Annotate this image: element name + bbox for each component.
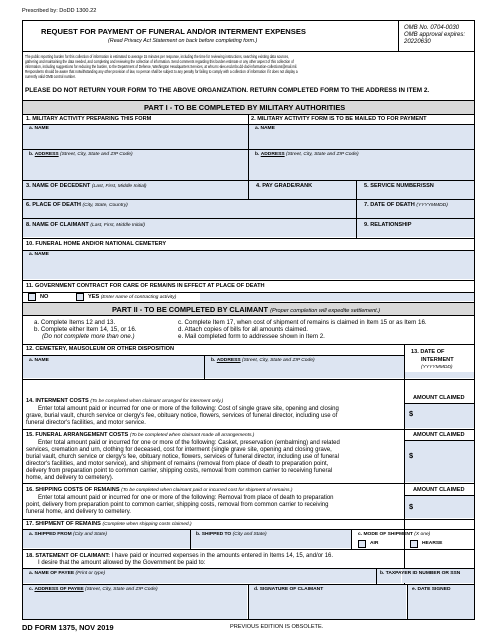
instruction-b: b. Complete either Item 14, 15, or 16. [34, 326, 137, 333]
item-5-label: 5. SERVICE NUMBER/SSN [364, 183, 434, 189]
item-11-yes-label: YES (Enter name of contracting activity) [88, 294, 177, 300]
item-15-amount-field[interactable] [405, 441, 474, 482]
item-13-label-3: (YYYYMMDD) [421, 365, 453, 370]
item-18b-label: b. TAXPAYER ID NUMBER OR SSN [380, 571, 461, 576]
item-13-label-1: 13. DATE OF [411, 349, 445, 355]
item-16-amount-label: AMOUNT CLAIMED [413, 487, 465, 493]
item-14-amount-field[interactable] [405, 404, 474, 428]
item-15-label: 15. FUNERAL ARRANGEMENT COSTS (To be completed when claimant made all arrangements.) [26, 432, 255, 438]
item-15-dollar: $ [409, 451, 414, 460]
item-14-label: 14. INTERMENT COSTS (To be completed when claimant arranged for interment only.) [26, 398, 224, 404]
item-15-amount-label: AMOUNT CLAIMED [413, 432, 465, 438]
item-6-label: 6. PLACE OF DEATH (City, State, Country) [26, 202, 128, 208]
item-8-label: 8. NAME OF CLAIMANT (Last, First, Middle Initial) [26, 222, 145, 228]
item-17c-hearse-label: HEARSE [422, 541, 443, 546]
instruction-e: e. Mail completed form to addressee shown in Item 2. [178, 333, 325, 340]
return-notice: PLEASE DO NOT RETURN YOUR FORM TO THE ABOVE ORGANIZATION. RETURN COMPLETED FORM TO THE ADDRESS IN ITEM 2. [25, 87, 430, 94]
item-16-label: 16. SHIPPING COSTS OF REMAINS (To be completed when claimant paid or incurred cost for shipment of remains.) [26, 487, 293, 493]
item-12a-name-field[interactable] [23, 356, 204, 378]
item-9-label: 9. RELATIONSHIP [364, 222, 412, 228]
item-16-text-2: point, delivery from preparation point to common carrier, shipping costs, removal from common carrier to receiving [26, 502, 329, 508]
item-1a-label: a. NAME [29, 126, 49, 131]
item-10-label: 10. FUNERAL HOME AND/OR NATIONAL CEMETERY [26, 241, 167, 247]
item-7-label: 7. DATE OF DEATH (YYYYMMDD) [364, 202, 448, 208]
item-13-label-2: INTERMENT [421, 357, 454, 363]
item-11-no-label: NO [40, 294, 49, 300]
item-10-name-field[interactable] [23, 251, 474, 279]
item-15-text-4: director's facilities, and motor service), and shipment of remains (removal from place of death to preparation point, [26, 461, 329, 467]
item-17-label: 17. SHIPMENT OF REMAINS (Complete when shipping costs claimed.) [26, 521, 192, 527]
item-18d-label: d. SIGNATURE OF CLAIMANT [254, 587, 324, 592]
item-16-amount-field[interactable] [405, 496, 474, 518]
burden-line-1: The public reporting burden for this collection of information is estimated to average 15 minutes per response, including the time for reviewing instructions, searching existing data sources, [25, 54, 289, 59]
item-13-date-field[interactable] [405, 372, 474, 378]
item-10a-label: a. NAME [29, 252, 49, 257]
item-12a-label: a. NAME [29, 358, 49, 363]
item-14-text-1: Enter total amount paid or incurred for one or more of the following: Cost of single grave site, opening and closing [38, 406, 339, 412]
previous-edition-note: PREVIOUS EDITION IS OBSOLETE. [230, 624, 324, 630]
omb-expiration-label: OMB approval expires: [404, 32, 466, 38]
instruction-b-note: (Do not complete more than one.) [42, 333, 135, 340]
item-16-text-1: Enter total amount paid or incurred for one or more of the following: Removal from place of death to preparation [38, 495, 334, 501]
privacy-note: (Read Privacy Act Statement on back before completing form.) [108, 38, 258, 44]
item-2a-label: a. NAME [255, 126, 275, 131]
item-17c-hearse-checkbox[interactable] [410, 540, 418, 548]
omb-number: OMB No. 0704-0030 [404, 25, 460, 31]
item-14-amount-label: AMOUNT CLAIMED [413, 395, 465, 401]
item-15-text-5: delivery from preparation point to common carrier, shipping costs, removal from common carrier to receiving funeral [26, 468, 333, 474]
instruction-a: a. Complete Items 12 and 13. [34, 319, 116, 326]
item-18-label: 18. STATEMENT OF CLAIMANT: I have paid or incurred expenses in the amounts entered in Items 14, 15, and/or 16. [26, 553, 334, 559]
burden-line-4: Respondents should be aware that notwithstanding any other provision of law, no person shall be subject to any penalty for failing to comply with a collection of information if it does not display a [25, 69, 298, 74]
item-15-text-2: services, cremation and urn, clothing for deceased, cost for interment (single grave site, opening and closing grave, [26, 447, 332, 453]
item-15-text-3: burial vault, church service or clergy's fee, obituary notice, flowers, services of funeral director, including use of funeral [26, 454, 339, 460]
item-2-label: 2. MILITARY ACTIVITY FORM IS TO BE MAILED TO FOR PAYMENT [251, 116, 427, 122]
part-1-heading: PART I - TO BE COMPLETED BY MILITARY AUTHORITIES [144, 103, 346, 112]
omb-expiration-date: 20220630 [404, 39, 431, 45]
instruction-d: d. Attach copies of bills for all amounts claimed. [178, 326, 309, 333]
part-2-heading: PART II - TO BE COMPLETED BY CLAIMANT (Proper completion will expedite settlement.) [112, 305, 381, 314]
item-11-yes-checkbox[interactable] [76, 293, 84, 301]
item-18-text-2: I desire that the amount allowed by the Government be paid to: [38, 560, 206, 566]
burden-line-3: information, including suggestions for reducing the burden, to the Department of Defense, Washington Headquarters Services, at whs.mc-alex.esd.mbx.dd-dod-information-collections@mail.mil. [25, 64, 298, 69]
form-number: DD FORM 1375, NOV 2019 [22, 623, 114, 632]
item-2a-name-field[interactable] [249, 125, 474, 149]
instruction-c: c. Complete Item 17, when cost of shipment of remains is claimed in Item 15 or as Item 16. [178, 319, 427, 326]
item-15-text-6: home, and delivery to cemetery). [26, 475, 114, 481]
item-14-dollar: $ [409, 409, 414, 418]
item-1a-name-field[interactable] [23, 125, 248, 149]
burden-line-2: gathering and maintaining the data needed, and completing and reviewing the collection of information. Send comments regarding this burden estimate or any other aspect of this collection of [25, 59, 294, 64]
item-14-text-3: funeral director's facilities, and motor service. [26, 420, 146, 426]
item-14-text-2: grave, burial vault, church service or clergy's fee, obituary notice, flowers, services of funeral director, including use of [26, 413, 338, 419]
item-3-label: 3. NAME OF DECEDENT (Last, First, Middle Initial) [26, 183, 147, 189]
item-11-no-checkbox[interactable] [28, 293, 36, 301]
item-16-text-3: funeral home, and delivery to cemetery. [26, 509, 131, 515]
item-16-dollar: $ [409, 502, 414, 511]
item-4-label: 4. PAY GRADE/RANK [256, 183, 313, 189]
item-11-contracting-activity-field[interactable] [200, 293, 474, 301]
item-12-label: 12. CEMETERY, MAUSOLEUM OR OTHER DISPOSITION [26, 346, 175, 352]
item-15-text-1: Enter total amount paid or incurred for one or more of the following: Casket, preservation (embalming) and related [38, 440, 340, 446]
item-17c-air-label: AIR [370, 541, 379, 546]
item-11-label: 11. GOVERNMENT CONTRACT FOR CARE OF REMAINS IN EFFECT AT PLACE OF DEATH [26, 283, 265, 289]
item-17c-air-checkbox[interactable] [358, 540, 366, 548]
form-title: REQUEST FOR PAYMENT OF FUNERAL AND/OR INTERMENT EXPENSES [41, 27, 306, 36]
item-18e-label: e. DATE SIGNED [412, 587, 451, 592]
burden-line-5: currently valid OMB control number. [25, 74, 76, 79]
prescribed-by: Prescribed by: DoDD 1300.22 [22, 8, 97, 14]
item-1-label: 1. MILITARY ACTIVITY PREPARING THIS FORM [26, 116, 152, 122]
